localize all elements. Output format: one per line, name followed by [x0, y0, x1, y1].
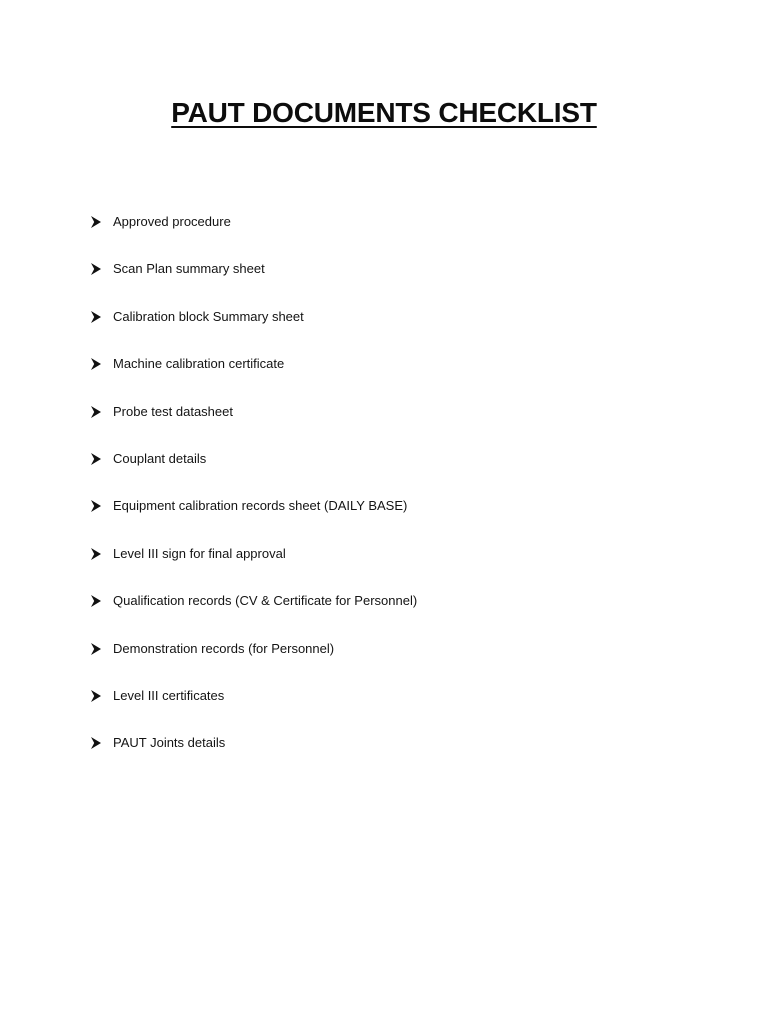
arrowhead-bullet-icon	[90, 736, 102, 750]
checklist-item-label: Calibration block Summary sheet	[113, 308, 304, 324]
checklist-item	[90, 214, 690, 261]
checklist-item-label: Level III certificates	[113, 687, 225, 703]
checklist-item	[90, 735, 690, 782]
checklist-item	[90, 309, 690, 356]
checklist-item-label: Machine calibration certificate	[113, 356, 285, 372]
checklist-item	[90, 261, 690, 308]
checklist-item-label: Scan Plan summary sheet	[113, 261, 265, 277]
page-title-text: PAUT DOCUMENTS CHECKLIST	[171, 97, 597, 128]
arrowhead-bullet-icon	[90, 689, 102, 703]
checklist-item	[90, 404, 690, 451]
checklist-item	[90, 451, 690, 498]
arrowhead-bullet-icon	[90, 215, 102, 229]
arrowhead-bullet-icon	[90, 594, 102, 608]
checklist-item-label: Probe test datasheet	[113, 403, 233, 419]
checklist-item	[90, 593, 690, 640]
page-title	[0, 94, 768, 132]
checklist	[90, 214, 690, 783]
checklist-item	[90, 498, 690, 545]
checklist-item	[90, 546, 690, 593]
checklist-item-label: Approved procedure	[113, 214, 231, 229]
checklist-item-label: Level III sign for final approval	[113, 545, 286, 561]
checklist-item	[90, 641, 690, 688]
arrowhead-bullet-icon	[90, 405, 102, 419]
checklist-item	[90, 688, 690, 735]
checklist-item-label: Demonstration records (for Personnel)	[113, 640, 335, 656]
arrowhead-bullet-icon	[90, 452, 102, 466]
arrowhead-bullet-icon	[90, 310, 102, 324]
arrowhead-bullet-icon	[90, 499, 102, 513]
checklist-item	[90, 356, 690, 403]
checklist-item-label: Qualification records (CV & Certificate for Personnel)	[113, 593, 418, 609]
checklist-item-label: PAUT Joints details	[113, 735, 226, 751]
arrowhead-bullet-icon	[90, 547, 102, 561]
checklist-item-label: Couplant details	[113, 450, 207, 466]
checklist-item-label: Equipment calibration records sheet (DAILY BASE)	[113, 498, 408, 514]
arrowhead-bullet-icon	[90, 357, 102, 371]
arrowhead-bullet-icon	[90, 642, 102, 656]
arrowhead-bullet-icon	[90, 262, 102, 276]
